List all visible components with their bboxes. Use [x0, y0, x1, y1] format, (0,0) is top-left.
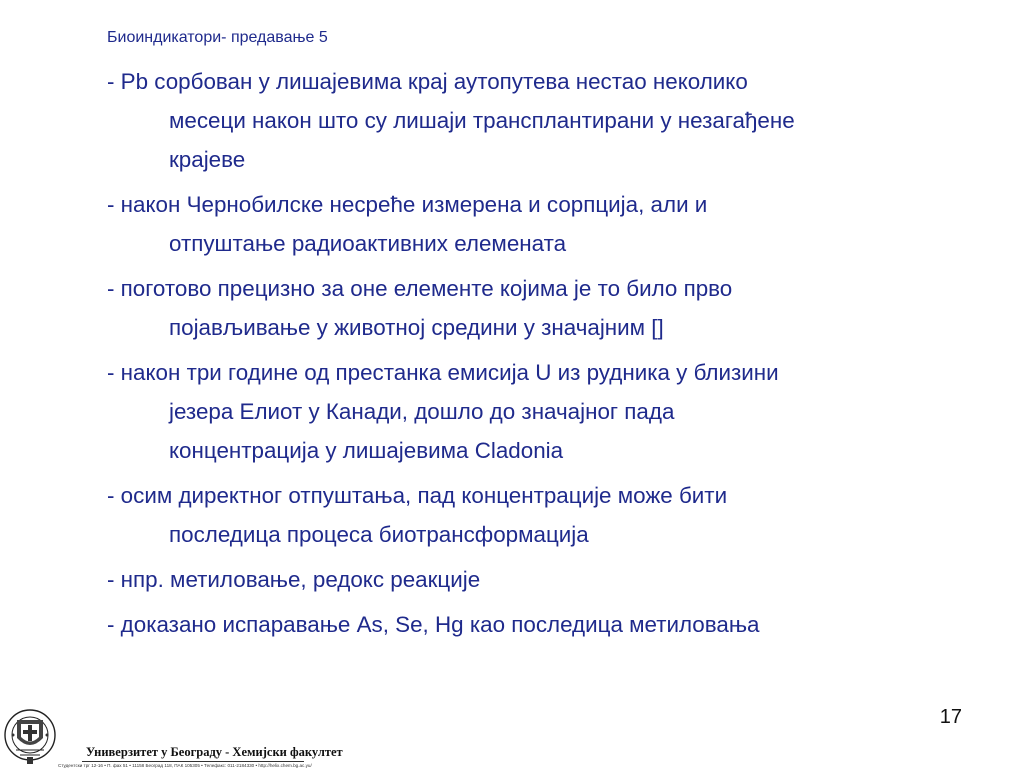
bullet-line: последица процеса биотрансформација: [169, 522, 589, 547]
bullet-line: језера Елиот у Канади, дошло до значајног пада: [169, 399, 675, 424]
bullet-line: месеци након што су лишаји трансплантирани у незагађене: [169, 108, 795, 133]
bullet-line: - осим директног отпуштања, пад концентрације може бити: [107, 483, 728, 508]
bullet-line: крајеве: [169, 147, 246, 172]
bullet-item: [107, 353, 987, 470]
footer-institution: Универзитет у Београду - Хемијски факултет: [86, 745, 343, 759]
bullet-item: [107, 269, 987, 347]
bullet-line: појављивање у животној средини у значајним []: [169, 315, 664, 340]
slide-header: Биоиндикатори- предавање 5: [107, 29, 328, 46]
bullet-line: - након три године од престанка емисија U из рудника у близини: [107, 360, 779, 385]
bullet-line: концентрација у лишајевима Cladonia: [169, 438, 564, 463]
page-number: 17: [939, 706, 962, 728]
bullet-line: - Pb сорбован у лишајевима крај аутопутева нестао неколико: [107, 69, 748, 94]
bullet-line: отпуштање радиоактивних елемената: [169, 231, 567, 256]
bullet-line: - поготово прецизно за оне елементе којима је то било прво: [107, 276, 733, 301]
bullet-line: - нпр. метиловање, редокс реакције: [107, 567, 481, 592]
bullet-item: [107, 476, 987, 554]
footer: [0, 706, 1024, 768]
footer-divider: [82, 761, 304, 762]
bullet-item: [107, 560, 987, 599]
bullet-item: [107, 185, 987, 263]
footer-address: Студентски трг 12-16 • П. фах 51 • 11158 Београд 118, ПАК 105305 • Телефакс: 011-2184330 • http://helix.chem.bg.ac.yu/: [58, 763, 312, 768]
bullet-item: [107, 605, 987, 644]
bullet-item: [107, 62, 987, 179]
bullet-line: - након Чернобилске несреће измерена и сорпција, али и: [107, 192, 708, 217]
bullet-list: [107, 62, 987, 650]
bullet-line: - доказано испаравање As, Se, Hg као последица метиловања: [107, 612, 760, 637]
university-seal-icon: [3, 708, 57, 766]
